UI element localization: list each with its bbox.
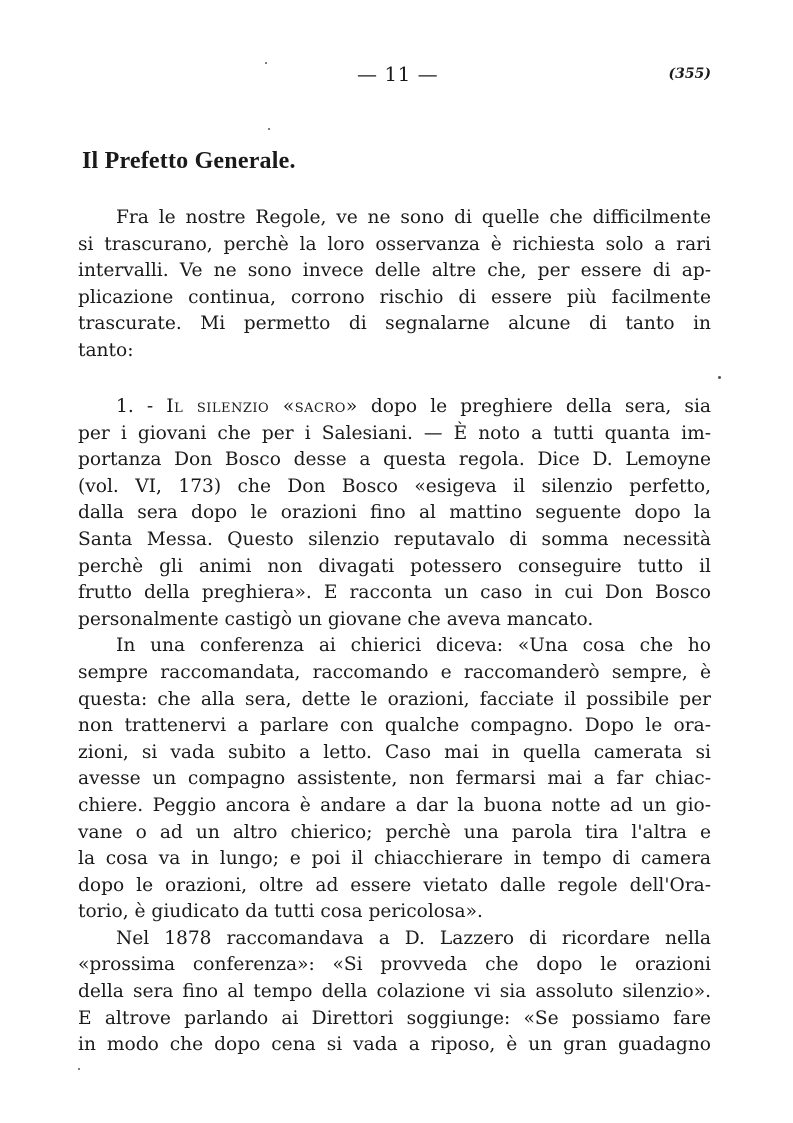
text-line: portanza Don Bosco desse a questa regola. Dice D. Lemoyne — [78, 449, 711, 471]
print-speck — [265, 62, 267, 64]
page-header — [0, 62, 793, 92]
intro-paragraph — [78, 205, 711, 365]
text-line: frutto della preghiera». E racconta un caso in cui Don Bosco — [78, 582, 711, 604]
section-number: 1. - — [116, 396, 154, 417]
section-title: Il Prefetto Generale. — [82, 148, 296, 174]
text-line: in modo che dopo cena si vada a riposo, è un gran guadagno — [78, 1034, 711, 1056]
text-line: la cosa va in lungo; e poi il chiacchierare in tempo di camera — [78, 848, 711, 870]
print-speck — [718, 376, 721, 379]
text-line: vane o ad un altro chierico; perchè una parola tira l'altra e — [78, 821, 711, 843]
text-line: Nel 1878 raccomandava a D. Lazzero di ricordare nella — [116, 927, 711, 949]
text-line: della sera fino al tempo della colazione vi sia assoluto silenzio». — [78, 981, 711, 1003]
text-line: chiere. Peggio ancora è andare a dar la buona notte ad un gio- — [78, 794, 711, 816]
text-line: questa: che alla sera, dette le orazioni, facciate il possibile per — [78, 688, 711, 710]
main-text — [78, 394, 711, 1059]
text-line: tanto: — [78, 339, 134, 361]
text-line: avesse un compagno assistente, non fermarsi mai a far chiac- — [78, 768, 711, 790]
text-line: dalla sera dopo le orazioni fino al mattino seguente dopo la — [78, 502, 711, 524]
text-line: torio, è giudicato da tutti cosa pericolosa». — [78, 901, 483, 923]
section-1-paragraph — [78, 394, 711, 633]
section-1-first-line — [78, 394, 711, 421]
text-line: plicazione continua, corrono rischio di essere più facilmente — [78, 286, 711, 308]
paragraph-3 — [78, 926, 711, 1059]
section-heading-rest: dopo le preghiere della sera, sia — [357, 396, 712, 417]
page-number: — 11 — — [357, 62, 439, 86]
text-line: zioni, si vada subito a letto. Caso mai in quella camerata si — [78, 741, 711, 763]
text-line: non trattenervi a parlare con qualche compagno. Dopo le ora- — [78, 715, 711, 737]
section-heading: Il silenzio «sacro» — [166, 396, 358, 417]
text-line: perchè gli animi non divagati potessero conseguire tutto il — [78, 555, 711, 577]
text-line: E altrove parlando ai Direttori soggiunge: «Se possiamo fare — [78, 1007, 711, 1029]
paragraph-2 — [78, 633, 711, 926]
print-speck — [268, 128, 270, 130]
text-line: Fra le nostre Regole, ve ne sono di quelle che difficilmente — [116, 207, 711, 228]
text-line: si trascurano, perchè la loro osservanza è richiesta solo a rari — [78, 233, 711, 255]
text-line: «prossima conferenza»: «Si provveda che dopo le orazioni — [78, 954, 711, 976]
text-line: In una conferenza ai chierici diceva: «Una cosa che ho — [116, 635, 711, 657]
text-line: personalmente castigò un giovane che aveva mancato. — [78, 608, 594, 630]
text-line: intervalli. Ve ne sono invece delle altre che, per essere di ap- — [78, 260, 711, 282]
text-line: dopo le orazioni, oltre ad essere vietato dalle regole dell'Ora- — [78, 874, 711, 896]
print-speck — [78, 1068, 80, 1070]
text-line: sempre raccomandata, raccomando e raccomanderò sempre, è — [78, 661, 711, 683]
text-line: Santa Messa. Questo silenzio reputavalo di somma necessità — [78, 528, 711, 550]
text-line: (vol. VI, 173) che Don Bosco «esigeva il silenzio perfetto, — [78, 475, 711, 497]
text-line: per i giovani che per i Salesiani. — È noto a tutti quanta im- — [78, 422, 711, 444]
text-line: trascurate. Mi permetto di segnalarne alcune di tanto in — [78, 313, 711, 335]
page-reference: (355) — [668, 66, 711, 82]
